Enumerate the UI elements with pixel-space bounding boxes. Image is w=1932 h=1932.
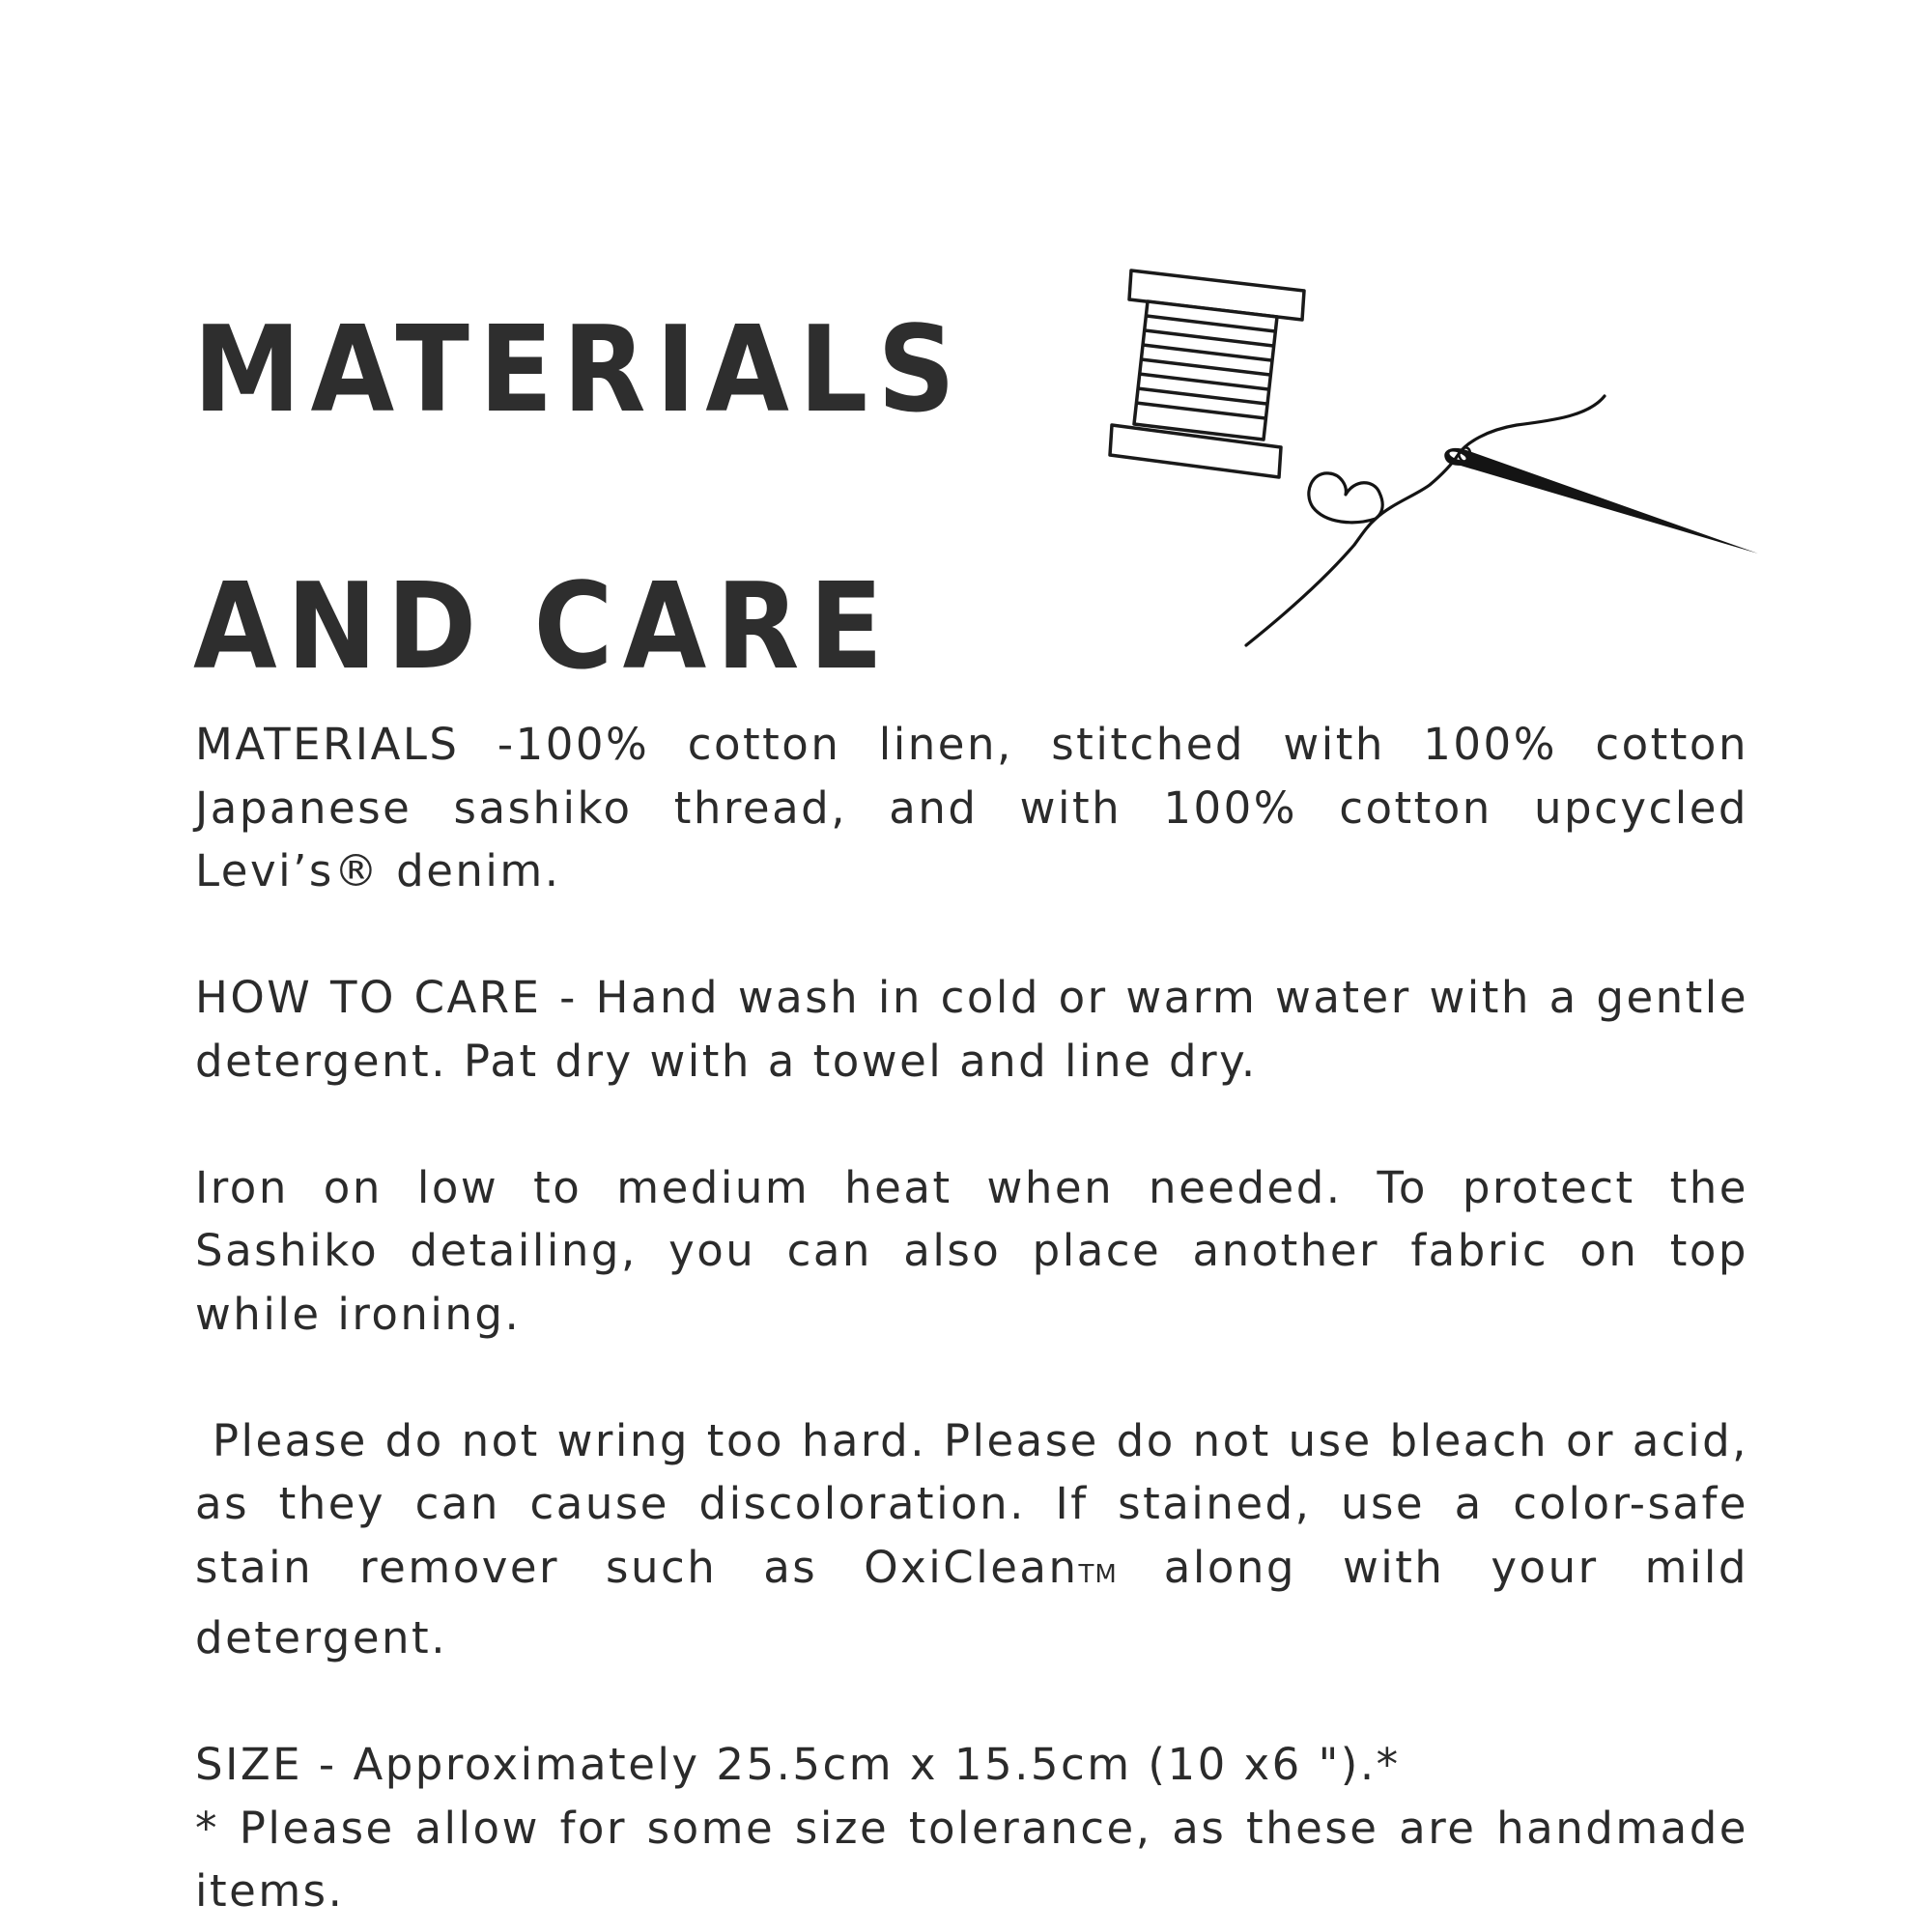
washing-warning-paragraph bbox=[195, 1409, 1765, 1670]
washing-warning-text-end: along with your mild detergent. bbox=[195, 1541, 1765, 1663]
page-title bbox=[193, 242, 965, 755]
thread-spool-icon bbox=[1110, 270, 1304, 477]
how-to-care-paragraph: HOW TO CARE - Hand wash in cold or warm water with a gentle detergent. Pat dry with a towel and line dry. bbox=[195, 972, 1748, 1087]
title-line-1: MATERIALS bbox=[193, 300, 965, 440]
trademark-mark: TM bbox=[1078, 1559, 1118, 1589]
size-section bbox=[195, 1733, 1748, 1923]
needle-with-heart-thread-icon bbox=[1246, 396, 1758, 645]
size-tolerance-note: * Please allow for some size tolerance, as these are handmade items. bbox=[195, 1802, 1748, 1917]
washing-warning-text: Please do not wring too hard. Please do not use bleach or acid, as they can cause discoloration. If stained, use a color-safe stain remover such as OxiClean bbox=[195, 1414, 1765, 1593]
ironing-paragraph: Iron on low to medium heat when needed. To protect the Sashiko detailing, you can also place another fabric on top while ironing. bbox=[195, 1161, 1748, 1340]
care-instructions bbox=[195, 713, 1765, 1923]
materials-paragraph: MATERIALS -100% cotton linen, stitched with 100% cotton Japanese sashiko thread, and with 100% cotton upcycled Levi’s® denim. bbox=[195, 719, 1748, 896]
size-paragraph: SIZE - Approximately 25.5cm x 15.5cm (10 x6 ").* bbox=[195, 1739, 1401, 1790]
title-line-2: AND CARE bbox=[193, 557, 893, 696]
sewing-illustration bbox=[1101, 261, 1758, 657]
